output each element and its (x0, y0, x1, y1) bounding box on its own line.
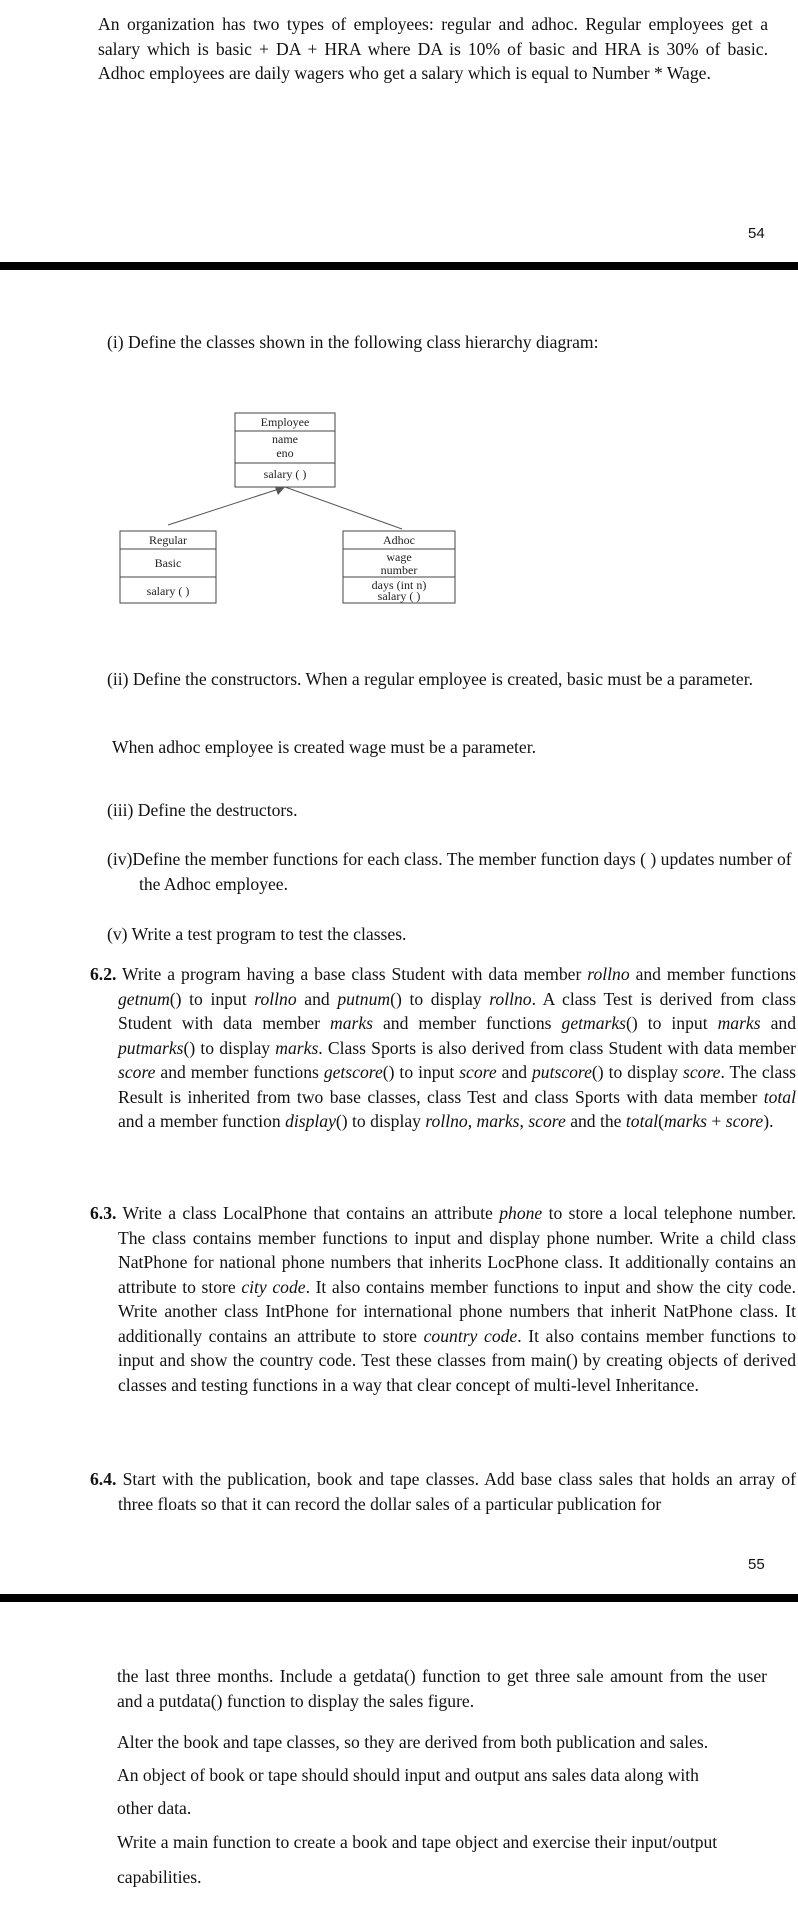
regular-class-box (120, 531, 216, 603)
employee-field-name: name (272, 432, 298, 446)
adhoc-class-box (343, 531, 455, 603)
adhoc-field-number: number (380, 563, 418, 577)
item-ii-wage: When adhoc employee is created wage must be a parameter. (112, 737, 537, 757)
question-6-4: 6.4. Start with the publication, book and tape classes. Add base class sales that holds an array of three floats so that it can record the dollar sales of a particular publication for (90, 1469, 796, 1514)
question-6-3-number: 6.3. (90, 1203, 117, 1223)
employee-title: Employee (260, 415, 310, 429)
employee-method-salary: salary ( ) (263, 467, 307, 481)
page-divider (0, 1594, 798, 1602)
regular-title: Regular (149, 533, 187, 547)
adhoc-field-wage: wage (386, 550, 412, 564)
regular-inheritance-line (168, 487, 285, 525)
page3-paragraph-getdata: the last three months. Include a getdata() function to get three sale amount from the user and a putdata() function to display the sales figure. (117, 1666, 767, 1711)
page3-paragraph-other: other data. (117, 1798, 192, 1818)
inheritance-arrowhead (275, 487, 285, 495)
adhoc-method-salary: salary ( ) (377, 589, 421, 603)
adhoc-title: Adhoc (383, 533, 415, 547)
intro-paragraph: An organization has two types of employees: regular and adhoc. Regular employees get a salary which is basic + DA + HRA where DA is 10% of basic and HRA is 30% of basic. Adhoc employees are daily wagers who get a salary which is equal to Number * Wage. (98, 14, 768, 83)
item-iii: (iii) Define the destructors. (107, 800, 298, 820)
regular-field-basic: Basic (154, 556, 182, 570)
adhoc-method-days: days (int n) (371, 578, 427, 592)
item-v: (v) Write a test program to test the classes. (107, 924, 407, 944)
page3-paragraph-main: Write a main function to create a book and tape object and exercise their input/output (117, 1832, 718, 1852)
employee-class-box (235, 413, 335, 487)
page3-paragraph-capabilities: capabilities. (117, 1867, 202, 1887)
question-6-2: 6.2. Write a program having a base class Student with data member rollno and member functions getnum() to input rollno and putnum() to display rollno. A class Test is derived from class Student with data member marks and member functions getmarks() to input marks and putmarks() to display marks. Class Sports is also derived from class Student with data member score and member functions getscore() to input score and putscore() to display score. The class Result is inherited from two base classes, class Test and class Sports with data member total and a member function display() to display rollno, marks, score and the total(marks + score). (90, 964, 797, 1131)
employee-field-eno: eno (276, 446, 294, 460)
page-divider (0, 262, 798, 270)
page3-paragraph-object: An object of book or tape should should input and output ans sales data along with (117, 1765, 699, 1785)
page-number: 55 (748, 1556, 765, 1573)
question-6-3: 6.3. Write a class LocalPhone that contains an attribute phone to store a local telephone number. The class contains member functions to input and display phone number. Write a child class NatPhone for national phone numbers that inherits LocPhone class. It additionally contains an attribute to store city code. It also contains member functions to input and show the city code. Write another class IntPhone for international phone numbers that inherit NatPhone class. It additionally contains an attribute to store country code. It also contains member functions to input and show the country code. Test these classes from main() by creating objects of derived classes and testing functions in a way that clear concept of multi-level Inheritance. (90, 1203, 796, 1395)
class-hierarchy-diagram (110, 405, 460, 615)
question-6-4-number: 6.4. (90, 1469, 117, 1489)
question-6-2-number: 6.2. (90, 964, 117, 984)
page-number: 54 (748, 225, 765, 242)
page3-paragraph-alter: Alter the book and tape classes, so they are derived from both publication and sales. (117, 1732, 709, 1752)
adhoc-inheritance-line (285, 487, 402, 529)
regular-method-salary: salary ( ) (146, 584, 190, 598)
item-iv: (iv)Define the member functions for each class. The member function days ( ) updates number of the Adhoc employee. (107, 849, 792, 894)
item-i: (i) Define the classes shown in the following class hierarchy diagram: (107, 332, 599, 352)
item-ii: (ii) Define the constructors. When a regular employee is created, basic must be a parameter. (107, 669, 753, 689)
